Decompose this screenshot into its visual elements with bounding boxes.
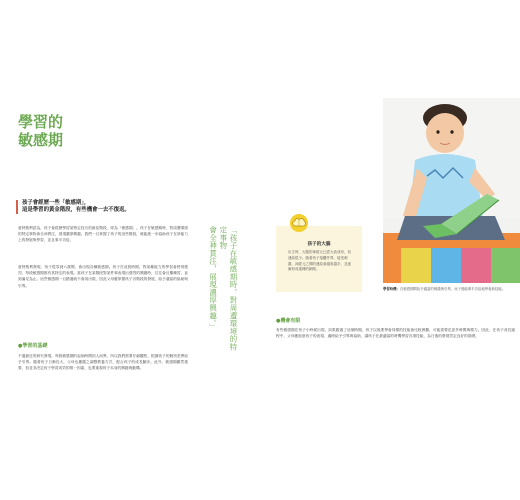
body-paragraph-1: 意特梭利認為，孩子會經歷學習某特定技巧的最佳階段，即為「敏感期」。孩子在敏感期時，對周遭環境的特定事物會全神貫注，展現濃厚興趣。我們一旦掌握了孩子的這些階段，就能進一步協助孩子在該能力上的發展與學習，並且事半功倍。 xyxy=(18,226,188,243)
page-title xyxy=(18,113,98,149)
photo-caption-label: 學習時機： xyxy=(383,287,400,291)
sidebar-box-text: 出生時，大腦的神經元已經大致成形，但連結很少。隨著孩子接觸外界、接受刺激，神經元之間的連結會越來越多，並逐漸形成複雜的網路。 xyxy=(288,250,351,272)
pull-quote-line-1: 孩子在敏感期時，對周遭環境的特定事物 xyxy=(218,226,238,351)
child-reading-photo xyxy=(383,98,520,283)
intro-heading xyxy=(22,200,192,214)
brain-icon xyxy=(290,214,308,232)
pull-quote-line-2: 會全神貫注，展現濃厚興趣。 xyxy=(208,226,218,324)
body-paragraph-3: 不過最近的研究發現，每段敏感期的起始時間因人而異，所以我們需要仔細觀察，根據孩子的個別差異給予引導。隨著孩子日漸長大，父母也應隨之調整教養方式，配合孩子的成長腳步。此外，敏感期雖然重要，但並非決定孩子學習成效的唯一因素，也要重視孩子本身的興趣與動機。 xyxy=(18,354,188,371)
section-heading-learning-foundation: ●學習的基礎 xyxy=(18,343,48,349)
intro-line-1: 孩子會經歷一些「敏感期」， xyxy=(22,200,90,206)
body-paragraph-2: 意特梭利發現，孩子從零到六歲間，會出現各種敏感期。孩子在這段時期，對某種能力的學習會特別強烈，每段敏感期都有其特定的表現。當孩子在某階段對某件事表現出強烈的興趣時，往往會反覆練習，直到滿足為止。這些敏感期一旦錯過就不會再出現，因此父母應掌握孩子各階段的發展，給予適當的協助與引導。 xyxy=(18,265,188,288)
photo-caption xyxy=(383,287,515,292)
section-heading-limited-opportunity: ●機會有限 xyxy=(276,318,301,324)
intro-accent-bar xyxy=(16,200,18,214)
page-title-line-2: 敏感期 xyxy=(18,131,64,149)
pull-quote xyxy=(196,226,238,354)
sidebar-box-title: 孩子的大腦 xyxy=(307,242,331,247)
body-paragraph-4: 有些敏感期在孩子小時候出現，如果錯過了這個時期，孩子以後要學會同樣的技能會比較困難，可能需要花更多時間與精力。因此，在孩子成長過程中，父母應留意孩子的表現，適時給予引導與協助，讓孩子在最適當的時機學習各項技能，為日後的發展奠定良好的基礎。 xyxy=(276,328,515,339)
photo-caption-text: 在敏感期間給予適當的刺激與引導，孩子便能事半功倍地學會新技能。 xyxy=(399,287,506,291)
intro-line-2: 這是學習的黃金階段，有些機會一去不復返。 xyxy=(22,207,130,213)
pull-quote-open-mark: 「 xyxy=(229,226,238,234)
pull-quote-close-mark: 」 xyxy=(208,323,218,332)
page-title-line-1: 學習的 xyxy=(18,113,64,131)
